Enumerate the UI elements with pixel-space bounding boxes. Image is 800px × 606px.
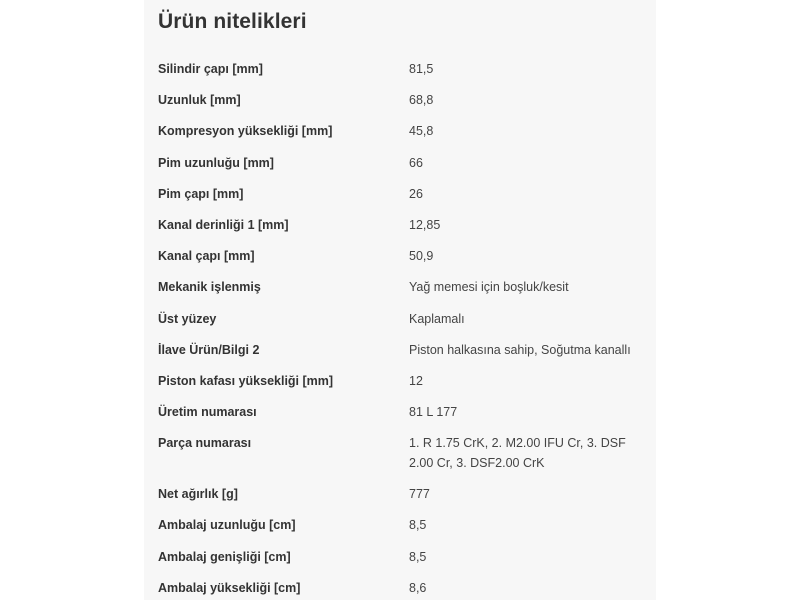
attribute-row xyxy=(158,512,648,543)
attribute-row xyxy=(158,181,648,212)
attribute-value: 8,5 xyxy=(409,549,427,564)
attribute-value: 8,5 xyxy=(409,518,427,533)
attribute-value: 12 xyxy=(409,373,423,388)
attribute-row xyxy=(158,243,648,274)
attribute-value: 26 xyxy=(409,186,423,201)
attribute-label: Pim uzunluğu [mm] xyxy=(158,155,274,170)
attribute-value: 8,6 xyxy=(409,580,427,595)
attribute-label: Ambalaj yüksekliği [cm] xyxy=(158,580,301,595)
attribute-value: 1. R 1.75 CrK, 2. M2.00 IFU Cr, 3. DSF 2.00 Cr, 3. DSF2.00 CrK xyxy=(409,436,626,470)
attribute-label: Kompresyon yüksekliği [mm] xyxy=(158,124,333,139)
attribute-row xyxy=(158,274,648,305)
attribute-value: Piston halkasına sahip, Soğutma kanallı xyxy=(409,342,631,357)
attribute-value: 68,8 xyxy=(409,93,434,108)
attribute-label: Pim çapı [mm] xyxy=(158,186,244,201)
attribute-value: 12,85 xyxy=(409,217,441,232)
attribute-value: 777 xyxy=(409,487,430,502)
attribute-label: Üretim numarası xyxy=(158,405,257,420)
attribute-label: Uzunluk [mm] xyxy=(158,93,241,108)
attribute-row xyxy=(158,337,648,368)
attribute-label: Mekanik işlenmiş xyxy=(158,280,261,295)
attribute-value: 66 xyxy=(409,155,423,170)
attribute-row xyxy=(158,481,648,512)
attribute-label: Üst yüzey xyxy=(158,311,217,326)
attribute-label: Net ağırlık [g] xyxy=(158,487,238,502)
attributes-table xyxy=(158,56,648,606)
attribute-value: 50,9 xyxy=(409,249,434,264)
attribute-value: 81,5 xyxy=(409,62,434,76)
attribute-row xyxy=(158,118,648,149)
attribute-row xyxy=(158,430,648,481)
attribute-label: Ambalaj uzunluğu [cm] xyxy=(158,518,296,533)
attribute-row xyxy=(158,399,648,430)
section-title: Ürün nitelikleri xyxy=(158,10,307,33)
attribute-label: İlave Ürün/Bilgi 2 xyxy=(158,342,260,357)
attribute-label: Kanal çapı [mm] xyxy=(158,249,255,264)
attribute-row xyxy=(158,306,648,337)
attribute-row xyxy=(158,575,648,606)
attribute-label: Kanal derinliği 1 [mm] xyxy=(158,217,289,232)
attribute-label: Piston kafası yüksekliği [mm] xyxy=(158,373,334,388)
attribute-value: Yağ memesi için boşluk/kesit xyxy=(409,280,569,295)
attribute-row xyxy=(158,150,648,181)
attribute-label: Parça numarası xyxy=(158,436,252,451)
attribute-row xyxy=(158,544,648,575)
attribute-row xyxy=(158,87,648,118)
attribute-value: Kaplamalı xyxy=(409,311,465,326)
attribute-value: 81 L 177 xyxy=(409,405,458,420)
attribute-row xyxy=(158,56,648,87)
attribute-label: Ambalaj genişliği [cm] xyxy=(158,549,291,564)
attribute-value: 45,8 xyxy=(409,124,434,139)
attribute-row xyxy=(158,212,648,243)
attribute-label: Silindir çapı [mm] xyxy=(158,62,263,76)
attribute-row xyxy=(158,368,648,399)
